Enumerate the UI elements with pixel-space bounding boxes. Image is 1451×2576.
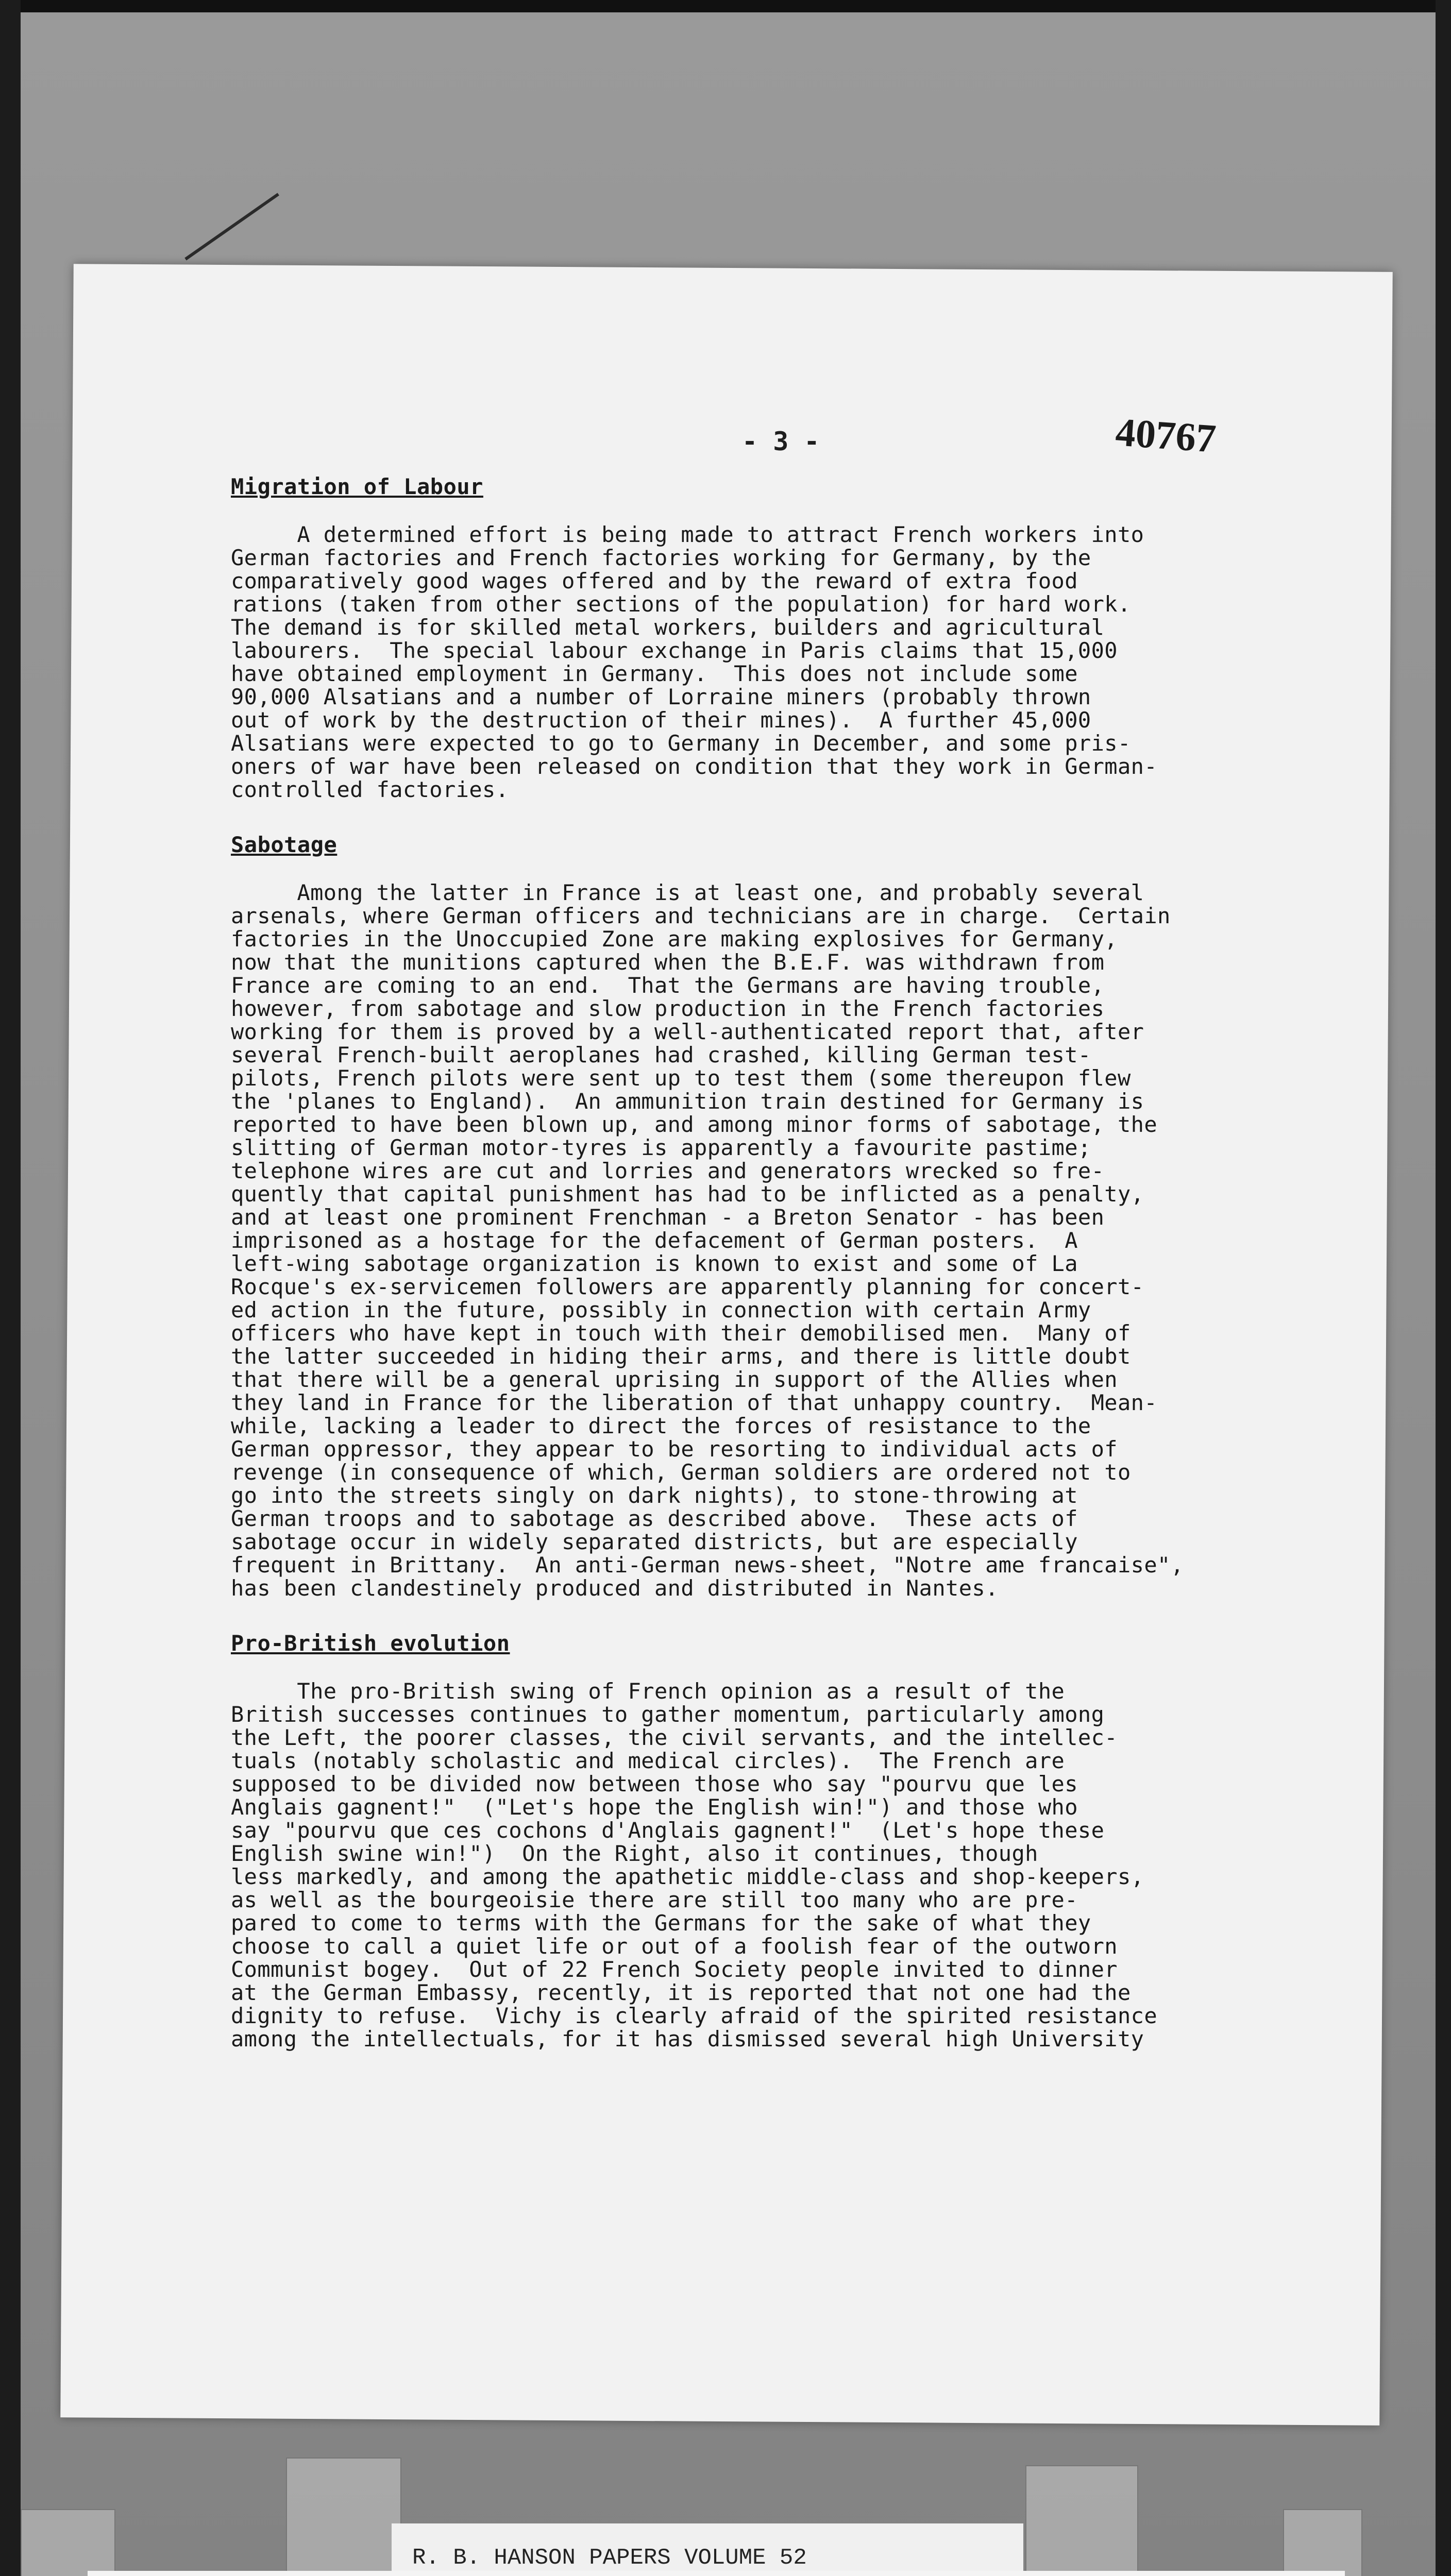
text-line: go into the streets singly on dark nights), to stone-throwing at [231, 1483, 1078, 1508]
text-line: slitting of German motor-tyres is apparently a favourite pastime; [231, 1135, 1091, 1160]
volume-label-text: R. B. HANSON PAPERS VOLUME 52 [412, 2545, 807, 2571]
text-line: comparatively good wages offered and by the reward of extra food [231, 568, 1078, 594]
text-line: Among the latter in France is at least one, and probably several [231, 880, 1144, 905]
text-line: German factories and French factories working for Germany, by the [231, 545, 1091, 570]
text-line: German oppressor, they appear to be resorting to individual acts of [231, 1436, 1118, 1462]
text-line: the 'planes to England). An ammunition train destined for Germany is [231, 1089, 1144, 1114]
section-heading: Sabotage [231, 832, 338, 857]
tape-piece [21, 2509, 115, 2576]
tape-piece [286, 2458, 401, 2576]
text-line: they land in France for the liberation of that unhappy country. Mean- [231, 1390, 1158, 1415]
text-line: out of work by the destruction of their mines). A further 45,000 [231, 707, 1091, 733]
text-line: quently that capital punishment has had to be inflicted as a penalty, [231, 1181, 1144, 1207]
text-line: A determined effort is being made to attract French workers into [231, 522, 1144, 547]
volume-label-strip [392, 2523, 1023, 2576]
text-line: German troops and to sabotage as described above. These acts of [231, 1506, 1078, 1531]
text-line: left-wing sabotage organization is known to exist and some of La [231, 1251, 1078, 1276]
text-line: oners of war have been released on condition that they work in German- [231, 754, 1158, 779]
text-line: the latter succeeded in hiding their arms, and there is little doubt [231, 1344, 1131, 1369]
tape-piece [1025, 2465, 1138, 2576]
text-line: say "pourvu que ces cochons d'Anglais gagnent!" (Let's hope these [231, 1818, 1105, 1843]
section-paragraph [231, 523, 1349, 801]
reference-number-stamp: 40767 [1114, 409, 1218, 461]
text-line: working for them is proved by a well-authenticated report that, after [231, 1019, 1144, 1044]
text-line: sabotage occur in widely separated districts, but are especially [231, 1529, 1078, 1554]
text-line: Anglais gagnent!" ("Let's hope the English win!") and those who [231, 1794, 1078, 1820]
text-line: supposed to be divided now between those who say "pourvu que les [231, 1771, 1078, 1797]
section-paragraph [231, 1680, 1349, 2050]
text-line: while, lacking a leader to direct the forces of resistance to the [231, 1413, 1091, 1438]
text-line: 90,000 Alsatians and a number of Lorraine miners (probably thrown [231, 684, 1091, 709]
document-body [231, 474, 1349, 2081]
text-line: choose to call a quiet life or out of a foolish fear of the outworn [231, 1934, 1118, 1959]
text-line: officers who have kept in touch with their demobilised men. Many of [231, 1320, 1131, 1346]
section-heading: Pro-British evolution [231, 1631, 510, 1656]
text-line: have obtained employment in Germany. This does not include some [231, 661, 1078, 686]
film-edge-top [0, 0, 1451, 12]
text-line: that there will be a general uprising in support of the Allies when [231, 1367, 1118, 1392]
page-number: - 3 - [742, 427, 820, 456]
text-line: at the German Embassy, recently, it is reported that not one had the [231, 1980, 1131, 2005]
text-line: British successes continues to gather momentum, particularly among [231, 1702, 1105, 1727]
text-line: several French-built aeroplanes had crashed, killing German test- [231, 1042, 1091, 1067]
text-line: rations (taken from other sections of the population) for hard work. [231, 591, 1131, 617]
text-line: as well as the bourgeoisie there are still too many who are pre- [231, 1887, 1078, 1912]
text-line: however, from sabotage and slow production in the French factories [231, 996, 1105, 1021]
text-line: and at least one prominent Frenchman - a Breton Senator - has been [231, 1205, 1105, 1230]
archives-card [88, 2571, 1345, 2576]
text-line: France are coming to an end. That the Germans are having trouble, [231, 973, 1105, 998]
text-line: has been clandestinely produced and distributed in Nantes. [231, 1575, 999, 1601]
film-edge-left [0, 0, 21, 2576]
text-line: imprisoned as a hostage for the defacement of German posters. A [231, 1228, 1078, 1253]
text-line: dignity to refuse. Vichy is clearly afraid of the spirited resistance [231, 2003, 1158, 2028]
text-line: Rocque's ex-servicemen followers are apparently planning for concert- [231, 1274, 1144, 1299]
text-line: Communist bogey. Out of 22 French Society people invited to dinner [231, 1957, 1118, 1982]
text-line: among the intellectuals, for it has dismissed several high University [231, 2026, 1144, 2052]
text-line: less markedly, and among the apathetic middle-class and shop-keepers, [231, 1864, 1144, 1889]
text-line: arsenals, where German officers and technicians are in charge. Certain [231, 903, 1171, 928]
text-line: ed action in the future, possibly in connection with certain Army [231, 1297, 1091, 1323]
text-line: the Left, the poorer classes, the civil servants, and the intellec- [231, 1725, 1118, 1750]
text-line: The pro-British swing of French opinion as a result of the [231, 1679, 1065, 1704]
text-line: now that the munitions captured when the B.E.F. was withdrawn from [231, 950, 1105, 975]
section-heading: Migration of Labour [231, 474, 483, 499]
text-line: labourers. The special labour exchange in Paris claims that 15,000 [231, 638, 1118, 663]
text-line: controlled factories. [231, 777, 509, 802]
text-line: reported to have been blown up, and among minor forms of sabotage, the [231, 1112, 1158, 1137]
text-line: factories in the Unoccupied Zone are making explosives for Germany, [231, 926, 1118, 952]
text-line: The demand is for skilled metal workers, builders and agricultural [231, 615, 1105, 640]
text-line: frequent in Brittany. An anti-German news-sheet, "Notre ame francaise", [231, 1552, 1184, 1578]
text-line: pared to come to terms with the Germans for the sake of what they [231, 1910, 1091, 1936]
text-line: Alsatians were expected to go to Germany in December, and some pris- [231, 731, 1131, 756]
tape-piece [1283, 2509, 1362, 2576]
text-line: telephone wires are cut and lorries and generators wrecked so fre- [231, 1158, 1105, 1183]
section-paragraph [231, 881, 1349, 1600]
text-line: English swine win!") On the Right, also it continues, though [231, 1841, 1038, 1866]
film-edge-right [1436, 0, 1451, 2576]
text-line: revenge (in consequence of which, German soldiers are ordered not to [231, 1460, 1131, 1485]
text-line: pilots, French pilots were sent up to test them (some thereupon flew [231, 1065, 1131, 1091]
text-line: tuals (notably scholastic and medical circles). The French are [231, 1748, 1065, 1773]
